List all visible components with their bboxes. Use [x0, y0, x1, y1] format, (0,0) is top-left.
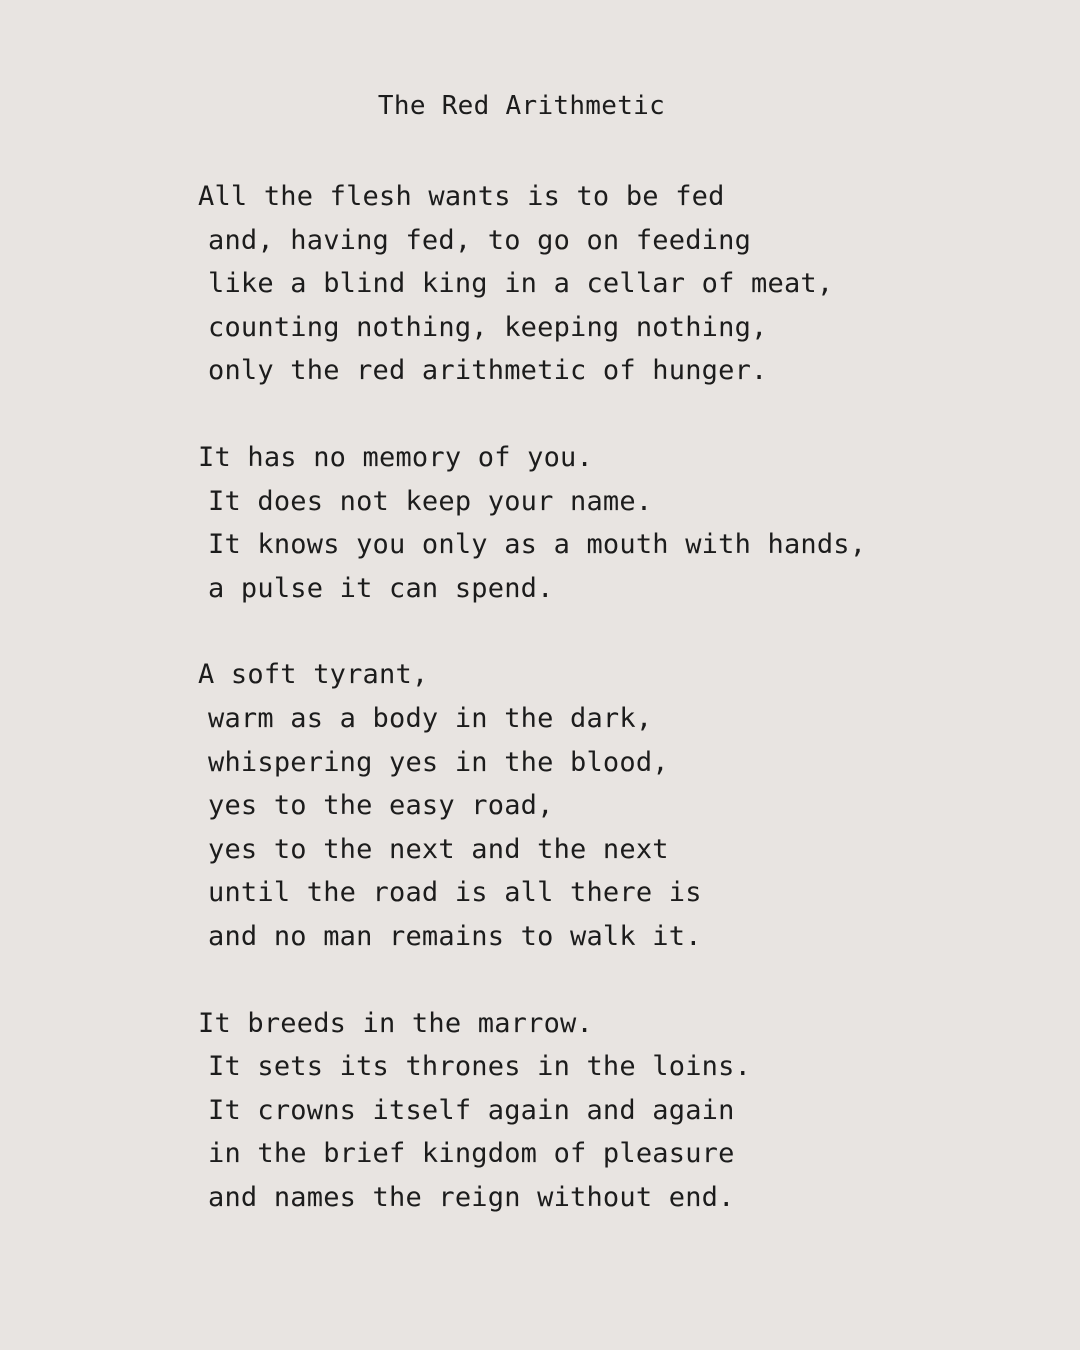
poem-line: warm as a body in the dark, — [208, 702, 653, 734]
poem-line: All the flesh wants is to be fed — [198, 181, 725, 212]
poem-line: A soft tyrant, — [198, 659, 429, 691]
poem-line: It has no memory of you. — [198, 441, 593, 473]
poem-line: yes to the easy road, — [208, 790, 554, 822]
stanza-1 — [198, 175, 1038, 393]
poem-line: whispering yes in the blood, — [208, 746, 669, 778]
poem-line: It breeds in the marrow. — [198, 1007, 593, 1039]
poem-line: and names the reign without end. — [208, 1181, 735, 1213]
poem-line: It knows you only as a mouth with hands, — [208, 529, 867, 561]
poem-line: and, having fed, to go on feeding — [208, 224, 752, 256]
poem-line: only the red arithmetic of hunger. — [208, 355, 768, 387]
stanza-2 — [198, 436, 1038, 610]
stanza-3 — [198, 653, 1038, 958]
poem-line: a pulse it can spend. — [208, 572, 554, 604]
poem-line: like a blind king in a cellar of meat, — [208, 268, 834, 300]
poem-line: It crowns itself again and again — [208, 1094, 735, 1126]
poem-line: counting nothing, keeping nothing, — [208, 311, 768, 343]
poem-line: It sets its thrones in the loins. — [208, 1051, 752, 1083]
poem-line: yes to the next and the next — [208, 833, 669, 865]
poem-line: in the brief kingdom of pleasure — [208, 1138, 735, 1170]
poem-body — [198, 175, 1038, 1262]
poem-line: and no man remains to walk it. — [208, 920, 702, 952]
stanza-4 — [198, 1002, 1038, 1220]
poem-line: It does not keep your name. — [208, 485, 653, 517]
poem-line: until the road is all there is — [208, 877, 702, 909]
poem-title: The Red Arithmetic — [377, 91, 666, 121]
